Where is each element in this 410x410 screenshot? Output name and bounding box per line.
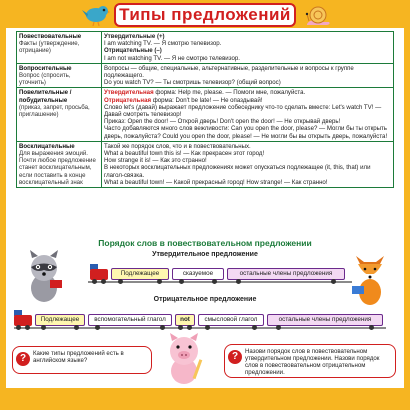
- example-line: Приказ: Open the door! — Открой дверь! Don't open the door! — Не открывай дверь!: [104, 118, 341, 126]
- type-description: (приказ, запрет, просьба, приглашение): [19, 103, 90, 119]
- negative-train: [14, 310, 386, 326]
- examples-cell: [102, 141, 394, 187]
- type-name: Восклицательные: [19, 142, 75, 150]
- locomotive-icon: [14, 310, 32, 326]
- word-order-title: Порядок слов в повествовательном предложении: [98, 238, 312, 248]
- type-description: Вопрос (спросить, уточнить): [19, 72, 71, 87]
- type-name: Вопросительные: [19, 64, 72, 72]
- example-line: Отрицательные (–): [104, 47, 162, 55]
- car-label: остальные члены предложения: [239, 270, 333, 277]
- train-car-main-verb: [198, 314, 264, 326]
- train-car-subject: [111, 268, 169, 280]
- snail-icon: [305, 4, 331, 26]
- question-mark-icon: ?: [228, 350, 242, 364]
- example-line: I am watching TV. — Я смотрю телевизор.: [104, 40, 222, 48]
- car-label: Подлежащее: [120, 270, 160, 277]
- example-line: В некоторых восклицательных предложениях может опускаться подлежащее (it, this, that) или глагол-связка.: [104, 164, 371, 179]
- page-title: Типы предложений: [119, 5, 291, 24]
- car-label: остальные члены предложения: [278, 316, 372, 323]
- form-text: форма: Don't be late! — Не опаздывай!: [151, 96, 263, 104]
- example-line: Такой же порядок слов, что и в повествовательных.: [104, 142, 251, 150]
- table-row: [17, 63, 394, 88]
- bird-icon: [82, 2, 110, 26]
- negative-title: Отрицательное предложение: [153, 296, 257, 303]
- rail-line: [88, 281, 352, 283]
- bottom-border: [0, 388, 410, 410]
- sentence-types-table: [16, 31, 394, 188]
- form-label: Утвердительная: [104, 89, 154, 97]
- examples-cell: [102, 88, 394, 141]
- table-row: [17, 88, 394, 141]
- question-box-1: [12, 346, 152, 374]
- example-line: I am not watching TV. — Я не смотрю телевизор.: [104, 54, 240, 62]
- train-car-auxiliary-verb: [88, 314, 172, 326]
- example-line: What a beautiful town! — Какой прекрасный город! How strange! — Как странно!: [104, 178, 328, 186]
- example-line: Часто добавляются много слов вежливости: Can you open the door, please? — Могли бы ты открыть дверь, пожалуйста? Could you open the door, please! — Не могли бы вы открыть дверь, пожалуйста!: [104, 125, 388, 140]
- rail-line: [14, 327, 386, 329]
- type-cell: [17, 141, 102, 187]
- type-name: Повелительные / побудительные: [19, 89, 72, 104]
- type-cell: [17, 32, 102, 64]
- question-box-2: [224, 344, 396, 378]
- train-car-subject: [35, 314, 85, 326]
- example-line: What a beautiful town this is! — Как прекрасен этот город!: [104, 150, 265, 158]
- type-description: Факты (утверждение, отрицание): [19, 40, 80, 55]
- train-car-predicate: [172, 268, 224, 280]
- example-line: Утвердительные (+): [104, 33, 165, 40]
- train-car-other-members: [267, 314, 383, 326]
- example-line: How strange it is! — Как это странно!: [104, 157, 207, 165]
- type-cell: [17, 88, 102, 141]
- table-row: [17, 141, 394, 187]
- page-title-box: [114, 3, 296, 27]
- type-cell: [17, 63, 102, 88]
- example-line: [104, 89, 391, 96]
- train-car-other-members: [227, 268, 345, 280]
- car-label: вспомогательный глагол: [94, 316, 166, 323]
- question-mark-icon: ?: [16, 352, 30, 366]
- examples-cell: [102, 63, 394, 88]
- form-text: форма: Help me, please. — Помоги мне, пожалуйста.: [153, 89, 306, 97]
- example-line: Слово let's (давай) выражает предложение собеседнику что-то сделать вместе: Let's watch TV! — Давай смотреть телевизор!: [104, 103, 382, 119]
- locomotive-icon: [90, 264, 108, 280]
- question-text: Назови порядок слов в повествовательном утвердительном предложении. Назови порядок слов в повествовательном отрицательном предложении.: [245, 348, 380, 376]
- car-label: сказуемое: [182, 270, 214, 277]
- type-description: Для выражения эмоций. Почти любое предложение станет восклицательным, если поставить в конце восклицательный знак: [19, 150, 96, 186]
- form-label: Отрицательная: [104, 96, 152, 104]
- car-label: Подлежащее: [40, 316, 80, 323]
- affirmative-train: [90, 264, 348, 280]
- example-line: Вопросы — общие, специальные, альтернативные, разделительные и вопросы к группе подлежащего.: [104, 64, 354, 80]
- car-label: not: [180, 316, 190, 323]
- example-line: Do you watch TV? — Ты смотришь телевизор? (общий вопрос): [104, 79, 281, 87]
- pig-icon: [160, 333, 208, 385]
- question-text: Какие типы предложений есть в английском языке?: [33, 350, 124, 364]
- table-row: [17, 32, 394, 64]
- car-label: смысловой глагол: [204, 316, 258, 323]
- affirmative-title: Утвердительное предложение: [152, 251, 258, 258]
- type-name: Повествовательные: [19, 33, 82, 40]
- example-line: [104, 97, 391, 104]
- examples-cell: [102, 32, 394, 64]
- train-car-not: [175, 314, 195, 326]
